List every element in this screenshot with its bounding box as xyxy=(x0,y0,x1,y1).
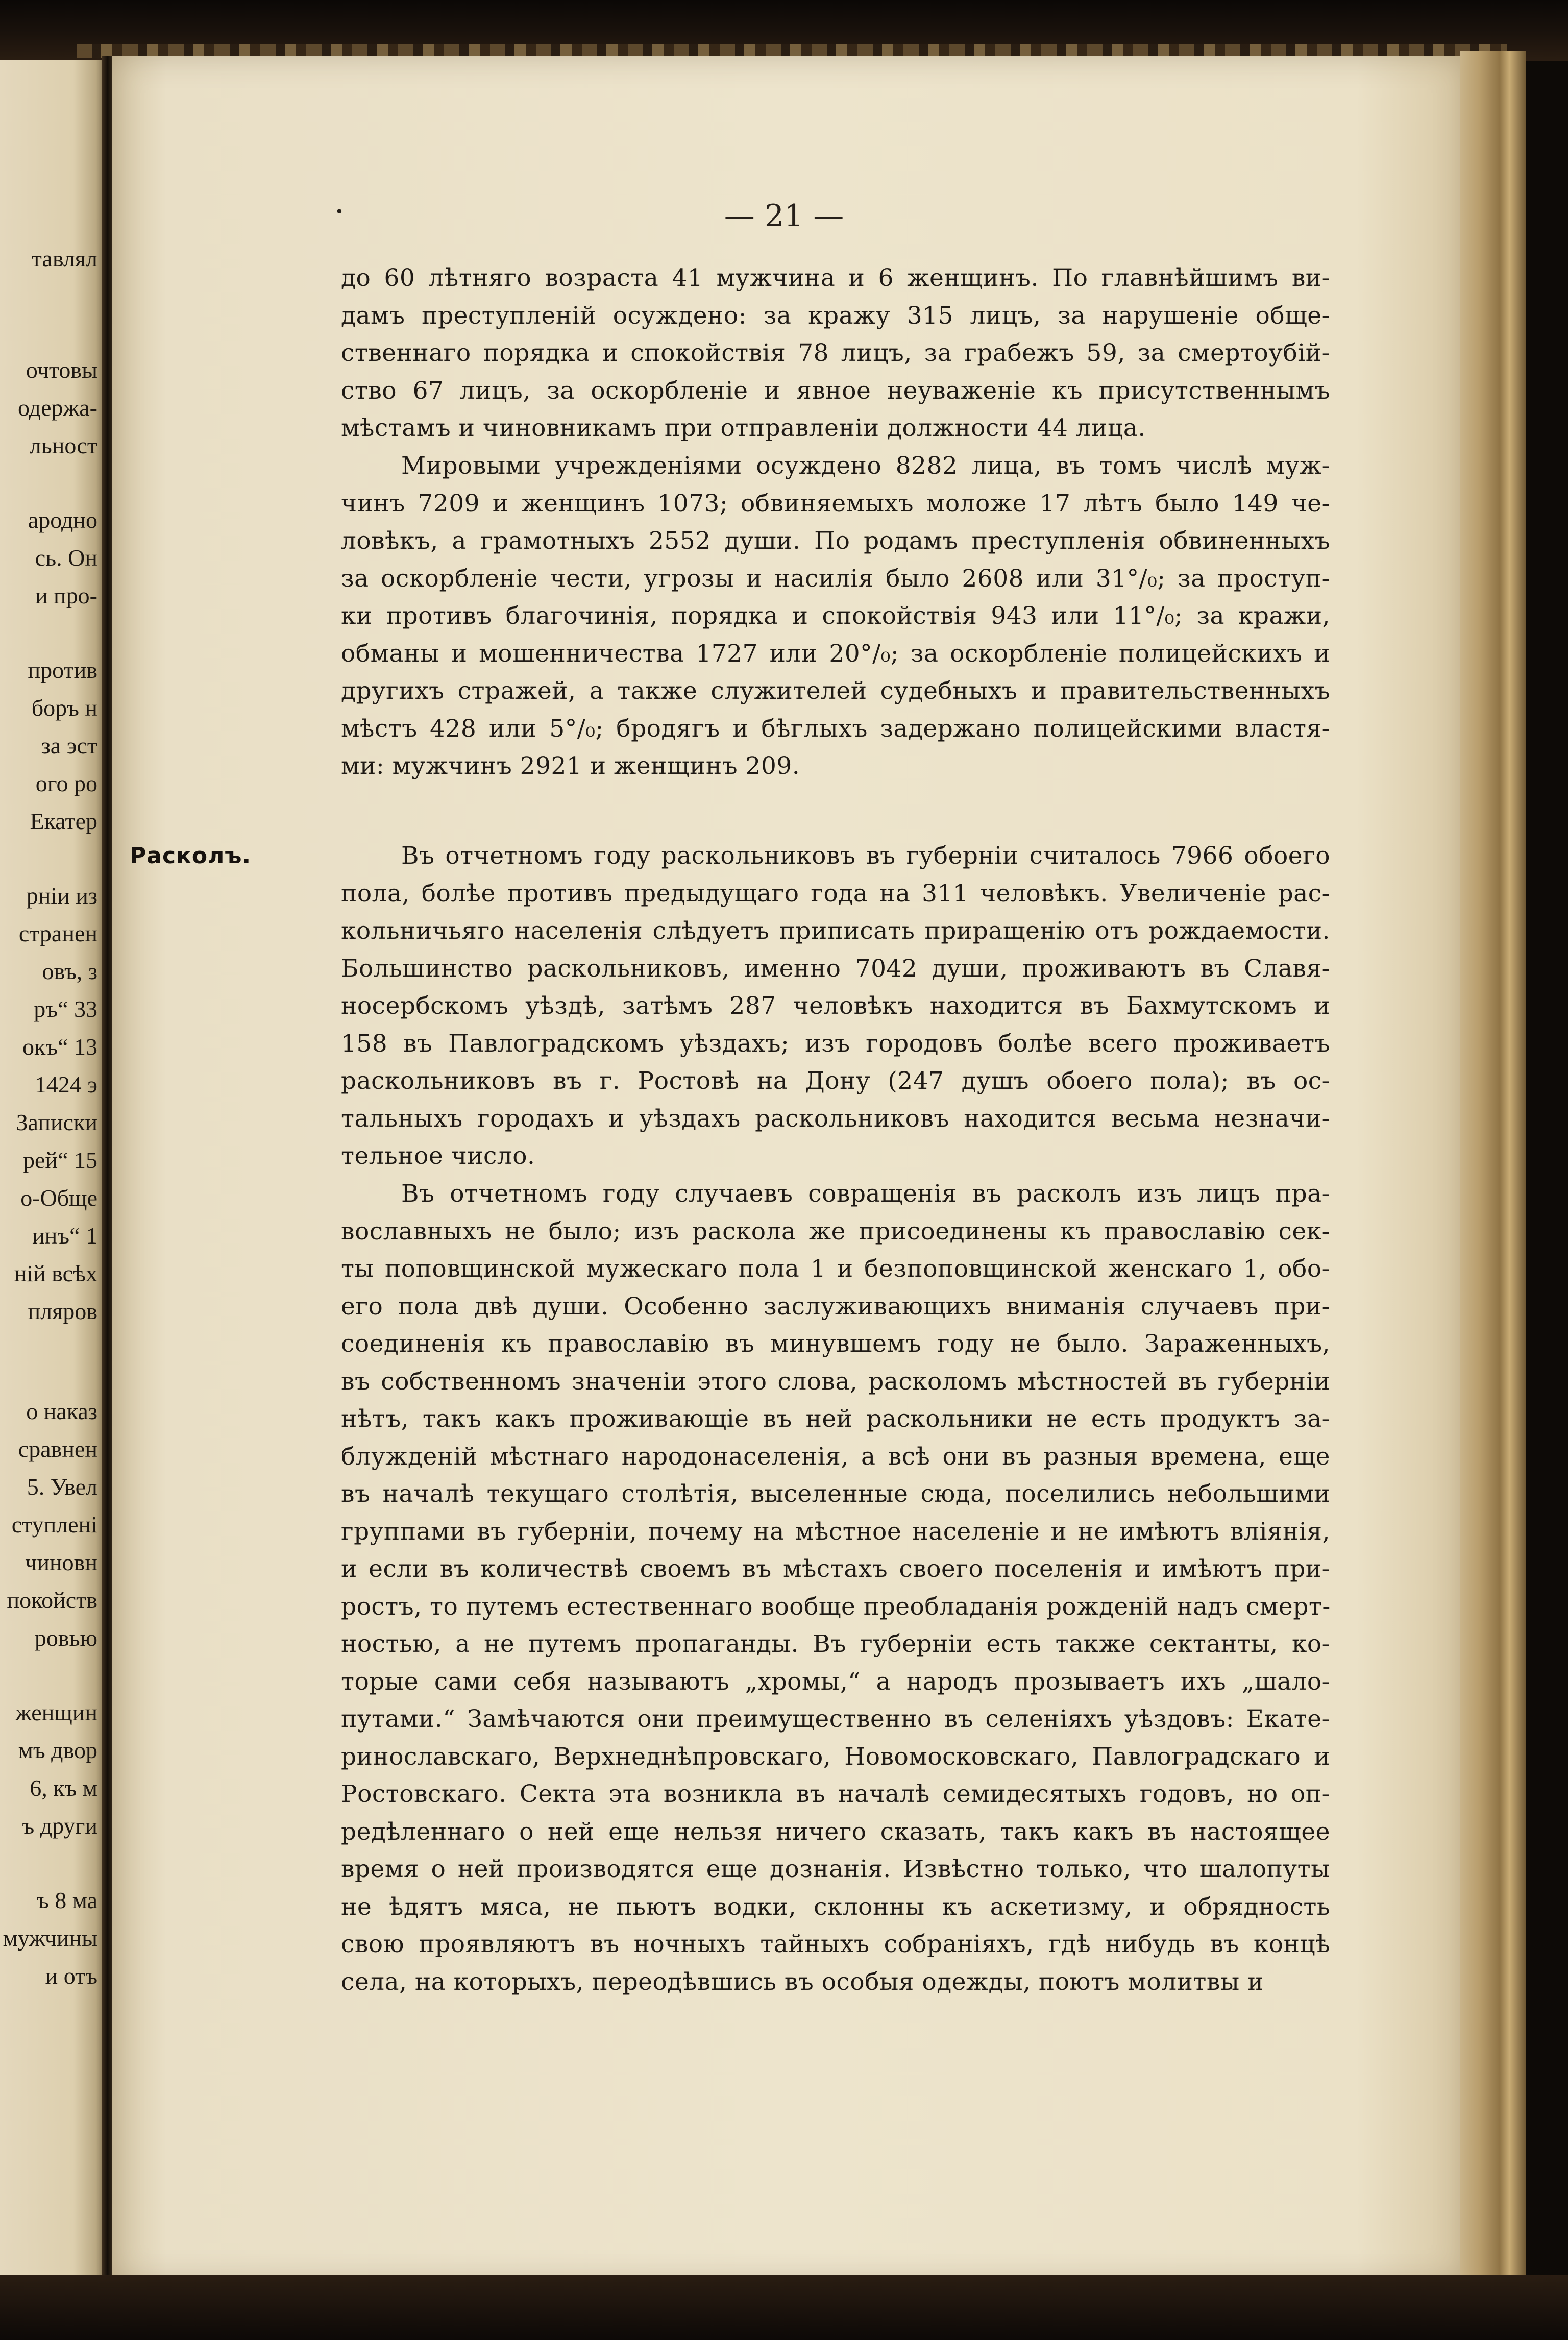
text-line: тальныхъ городахъ и уѣздахъ раскольниковъ находится весьма незначи- xyxy=(341,1104,1330,1133)
left-page-fragment: ъ 8 ма xyxy=(37,1887,97,1913)
text-line: мѣстамъ и чиновникамъ при отправленіи должности 44 лица. xyxy=(341,414,1146,442)
text-line: ловѣкъ, а грамотныхъ 2552 души. По родамъ преступленія обвиненныхъ xyxy=(341,527,1330,555)
left-page-fragment: ній всѣх xyxy=(14,1260,97,1286)
text-line: дамъ преступленій осуждено: за кражу 315 лицъ, за нарушеніе обще- xyxy=(341,301,1330,330)
left-page-fragment: очтовы xyxy=(26,357,97,383)
text-line: время о ней производятся еще дознанія. Извѣстно только, что шалопуты xyxy=(341,1855,1330,1883)
left-page-fragment: сь. Он xyxy=(35,545,97,571)
left-page-fragment: окъ“ 13 xyxy=(22,1034,97,1060)
left-page-fragment: овъ, з xyxy=(42,958,97,984)
text-line: путами.“ Замѣчаются они преимущественно въ селеніяхъ уѣздовъ: Екате- xyxy=(341,1705,1330,1733)
left-page-fragment: сравнен xyxy=(18,1436,97,1462)
left-page-fragment: женщин xyxy=(15,1699,97,1725)
text-line: Ростовскаго. Секта эта возникла въ началѣ семидесятыхъ годовъ, но оп- xyxy=(341,1780,1330,1808)
binding-bottom-edge xyxy=(0,2275,1568,2340)
paragraph xyxy=(341,259,1330,447)
text-line: обманы и мошенничества 1727 или 20°/₀; за оскорбленіе полицейскихъ и xyxy=(341,639,1330,668)
left-page-fragment: мъ двор xyxy=(18,1737,97,1763)
text-line: свою проявляютъ въ ночныхъ тайныхъ собраніяхъ, гдѣ нибудь въ концѣ xyxy=(341,1930,1330,1958)
left-page-fragment: о наказ xyxy=(26,1398,97,1424)
text-line: Мировыми учрежденіями осуждено 8282 лица, въ томъ числѣ муж- xyxy=(401,452,1330,480)
text-line: не ѣдятъ мяса, не пьютъ водки, склонны къ аскетизму, и обрядность xyxy=(341,1892,1330,1921)
left-page-fragment: и про- xyxy=(35,582,97,608)
text-line: группами въ губерніи, почему на мѣстное населеніе и не имѣютъ вліянія, xyxy=(341,1517,1330,1546)
text-line: вославныхъ не было; изъ раскола же присоединены къ православію сек- xyxy=(341,1217,1330,1246)
text-line: ки противъ благочинія, порядка и спокойствія 943 или 11°/₀; за кражи, xyxy=(341,602,1330,630)
text-line: раскольниковъ въ г. Ростовѣ на Дону (247 душъ обоего пола); въ ос- xyxy=(341,1067,1330,1095)
text-line: ство 67 лицъ, за оскорбленіе и явное неуваженіе къ присутственнымъ xyxy=(341,376,1330,405)
text-line: блужденій мѣстнаго народонаселенія, а всѣ они въ разныя времена, еще xyxy=(341,1442,1330,1471)
text-line: Въ отчетномъ году раскольниковъ въ губерніи считалось 7966 обоего xyxy=(401,842,1330,870)
text-line: ты поповщинской мужескаго пола 1 и безпоповщинской женскаго 1, обо- xyxy=(341,1255,1330,1283)
left-page-fragment: мужчины xyxy=(3,1925,97,1951)
text-line: пола, болѣе противъ предыдущаго года на 311 человѣкъ. Увеличеніе рас- xyxy=(341,879,1330,908)
text-line: ственнаго порядка и спокойствія 78 лицъ, за грабежъ 59, за смертоубій- xyxy=(341,339,1330,367)
left-page-fragment: пляров xyxy=(28,1298,97,1324)
left-page-fragment: Записки xyxy=(16,1109,97,1135)
text-line: и если въ количествѣ своемъ въ мѣстахъ своего поселенія и имѣютъ при- xyxy=(341,1555,1330,1583)
text-line: ностью, а не путемъ пропаганды. Въ губерніи есть также сектанты, ко- xyxy=(341,1630,1330,1658)
book-gutter xyxy=(102,56,113,2282)
page-number xyxy=(0,198,1568,234)
left-page-fragment: рніи из xyxy=(26,883,97,909)
text-line: нѣтъ, такъ какъ проживающіе въ ней раскольники не есть продуктъ за- xyxy=(341,1405,1330,1433)
text-line: другихъ стражей, а также служителей судебныхъ и правительственныхъ xyxy=(341,677,1330,705)
left-page-fragment: инъ“ 1 xyxy=(32,1223,97,1249)
text-line: его пола двѣ души. Особенно заслуживающихъ вниманія случаевъ при- xyxy=(341,1292,1330,1321)
text-line: за оскорбленіе чести, угрозы и насилія было 2608 или 31°/₀; за проступ- xyxy=(341,564,1330,593)
left-page-fragment: за эст xyxy=(41,733,97,759)
page-mark: • xyxy=(335,203,344,221)
text-line: ми: мужчинъ 2921 и женщинъ 209. xyxy=(341,752,800,780)
left-page-fragment: о-Обще xyxy=(20,1185,97,1211)
left-page-fragment: 5. Увел xyxy=(27,1474,97,1500)
text-line: ринославскаго, Верхнеднѣпровскаго, Новомосковскаго, Павлоградскаго и xyxy=(341,1742,1330,1771)
text-line: чинъ 7209 и женщинъ 1073; обвиняемыхъ моложе 17 лѣтъ было 149 че- xyxy=(341,489,1330,518)
margin-heading: Расколъ. xyxy=(130,843,252,869)
text-line: мѣстъ 428 или 5°/₀; бродягъ и бѣглыхъ задержано полицейскими властя- xyxy=(341,714,1330,743)
left-page-fragment: Екатер xyxy=(30,808,97,834)
page-number-text: — 21 — xyxy=(724,198,844,234)
left-page-fragment: ародно xyxy=(28,507,97,533)
text-line: Большинство раскольниковъ, именно 7042 души, проживаютъ въ Славя- xyxy=(341,954,1330,983)
left-page-fragment: рей“ 15 xyxy=(23,1147,97,1173)
text-line: села, на которыхъ, переодѣвшись въ особыя одежды, поютъ молитвы и xyxy=(341,1967,1264,1996)
left-page-fragment: льност xyxy=(29,432,97,458)
left-page-fragment: ръ“ 33 xyxy=(34,996,97,1022)
text-line: тельное число. xyxy=(341,1142,535,1170)
left-page-fragment: тавлял xyxy=(31,246,97,272)
text-line: носербскомъ уѣздѣ, затѣмъ 287 человѣкъ находится въ Бахмутскомъ и xyxy=(341,992,1330,1020)
page-edges-right xyxy=(1460,51,1526,2287)
text-line: Въ отчетномъ году случаевъ совращенія въ расколъ изъ лицъ пра- xyxy=(401,1180,1330,1208)
left-page-fragment: одержа- xyxy=(17,395,97,421)
left-page-fragment: чиновн xyxy=(25,1549,97,1575)
previous-page-fragment xyxy=(0,60,105,2276)
paragraph xyxy=(341,1175,1330,2001)
paragraph xyxy=(341,447,1330,785)
left-page-fragment: и отъ xyxy=(45,1963,97,1989)
paragraph xyxy=(341,837,1330,1175)
text-line: въ собственномъ значеніи этого слова, расколомъ мѣстностей въ губерніи xyxy=(341,1367,1330,1396)
left-page-fragment: ъ други xyxy=(22,1813,97,1839)
text-line: въ началѣ текущаго столѣтія, выселенные сюда, поселились небольшими xyxy=(341,1480,1330,1508)
text-line: редѣленнаго о ней еще нельзя ничего сказать, такъ какъ въ настоящее xyxy=(341,1817,1330,1846)
left-page-fragment: покойств xyxy=(7,1587,97,1613)
text-line: кольничьяго населенія слѣдуетъ приписать приращенію отъ рождаемости. xyxy=(341,917,1330,945)
left-page-fragment: ровью xyxy=(34,1625,97,1651)
left-page-fragment: боръ н xyxy=(31,695,97,721)
text-line: 158 въ Павлоградскомъ уѣздахъ; изъ городовъ болѣе всего проживаетъ xyxy=(341,1029,1330,1058)
text-line: до 60 лѣтняго возраста 41 мужчина и 6 женщинъ. По главнѣйшимъ ви- xyxy=(341,264,1330,292)
left-page-fragment: ступлені xyxy=(11,1512,97,1538)
text-line: ростъ, то путемъ естественнаго вообще преобладанія рожденій надъ смерт- xyxy=(341,1592,1331,1621)
left-page-fragment: странен xyxy=(18,920,97,946)
text-line: торые сами себя называютъ „хромы,“ а народъ прозываетъ ихъ „шало- xyxy=(341,1667,1330,1696)
left-page-fragment: 6, къ м xyxy=(30,1775,97,1801)
left-page-fragment: ого ро xyxy=(35,770,97,796)
binding-top-edge xyxy=(0,0,1568,61)
left-page-fragment: 1424 э xyxy=(34,1071,97,1098)
left-page-fragment: против xyxy=(28,657,97,683)
text-line: соединенія къ православію въ минувшемъ году не было. Зараженныхъ, xyxy=(341,1330,1330,1358)
